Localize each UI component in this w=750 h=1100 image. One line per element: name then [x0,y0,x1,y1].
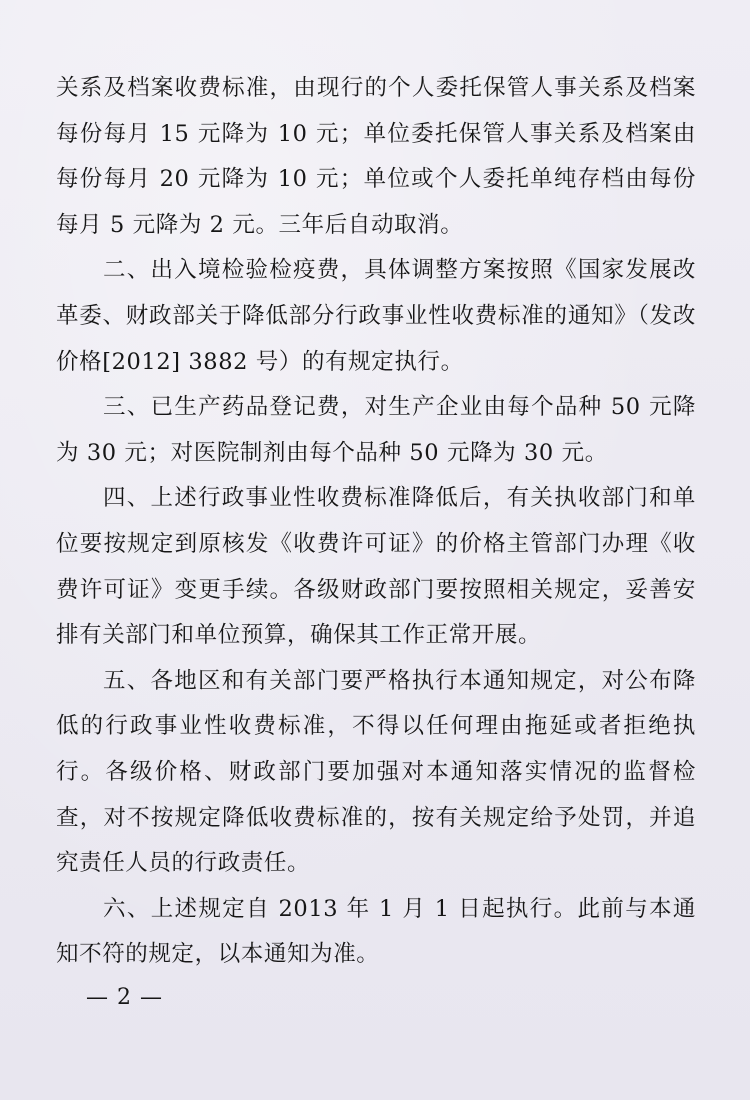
paragraph-item-4-fee-permit-changes: 四、上述行政事业性收费标准降低后，有关执收部门和单位要按规定到原核发《收费许可证》的价格主管部门办理《收费许可证》变更手续。各级财政部门要按照相关规定，妥善安排有关部门和单位预算，确保其工作正常开展。 [56,485,696,649]
paragraph-item-6-effective-date: 六、上述规定自 2013 年 1 月 1 日起执行。此前与本通知不符的规定，以本通知为准。 [56,895,696,968]
paragraph-item-2-inspection-fees: 二、出入境检验检疫费，具体调整方案按照《国家发展改革委、财政部关于降低部分行政事业性收费标准的通知》（发改价格[2012] 3882 号）的有规定执行。 [56,257,696,375]
paragraph-item-5-enforcement: 五、各地区和有关部门要严格执行本通知规定，对公布降低的行政事业性收费标准，不得以任何理由拖延或者拒绝执行。各级价格、财政部门要加强对本通知落实情况的监督检查，对不按规定降低收费标准的，按有关规定给予处罚，并追究责任人员的行政责任。 [56,667,696,877]
paragraph-continued-archive-fees: 关系及档案收费标准，由现行的个人委托保管人事关系及档案每份每月 15 元降为 10 元；单位委托保管人事关系及档案由每份每月 20 元降为 10 元；单位或个人委托单纯存档由每份每月 5 元降为 2 元。三年后自动取消。 [56,75,696,238]
page-number: — 2 — [86,985,163,1010]
paragraph-item-3-drug-registration-fees: 三、已生产药品登记费，对生产企业由每个品种 50 元降为 30 元；对医院制剂由每个品种 50 元降为 30 元。 [56,394,696,466]
document-body [56,66,696,978]
